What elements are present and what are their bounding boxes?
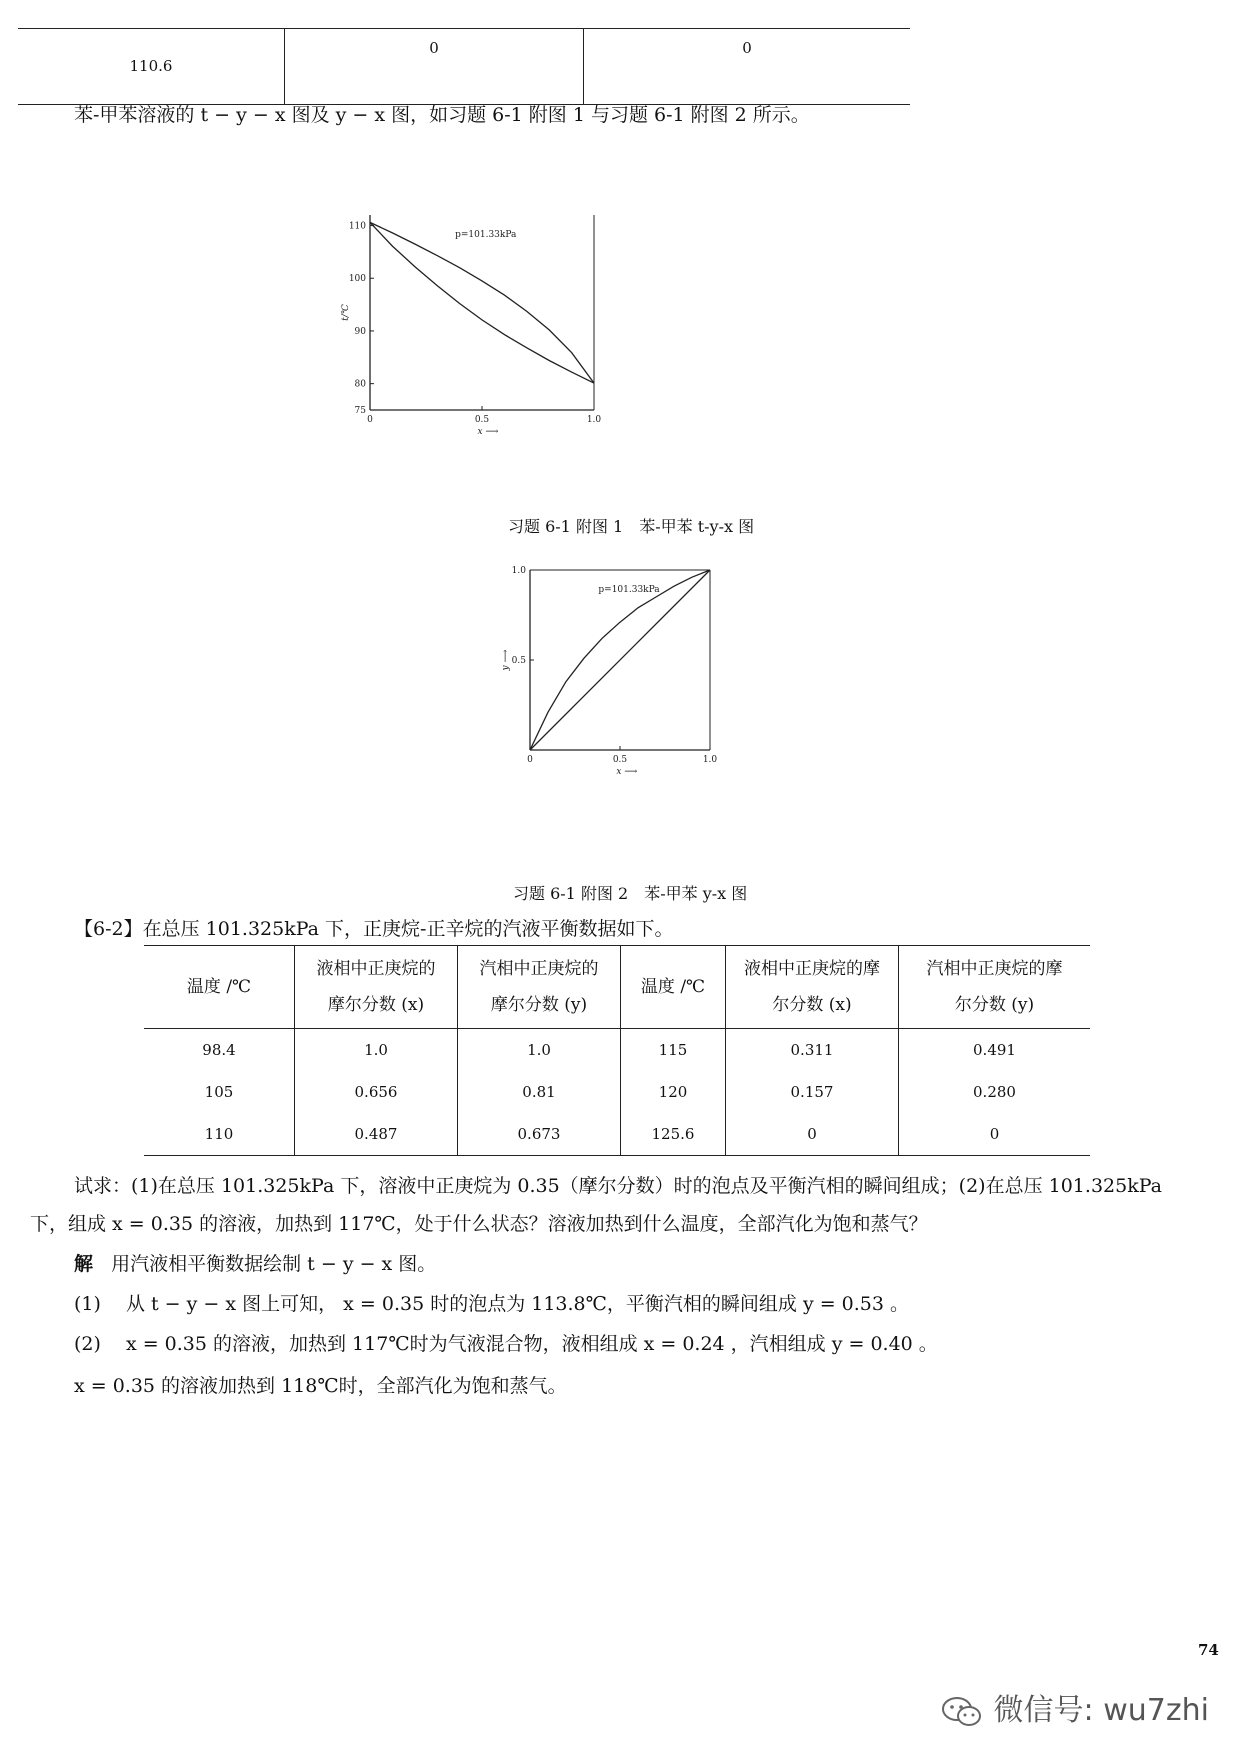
pressure-annotation: p=101.33kPa bbox=[598, 585, 660, 595]
header-vapor-y-1: 汽相中正庚烷的 摩尔分数 (y) bbox=[458, 946, 621, 1029]
y-tick-label: 75 bbox=[354, 406, 366, 416]
x-axis-label: x ⟶ bbox=[477, 427, 499, 437]
figure-1-caption: 习题 6-1 附图 1 苯-甲苯 t-y-x 图 bbox=[508, 517, 755, 536]
solution-intro-line bbox=[74, 1251, 436, 1277]
table-row bbox=[18, 29, 910, 105]
table-row bbox=[144, 1071, 1090, 1113]
table-cell: 0.311 bbox=[726, 1029, 899, 1072]
table-cell: 0 bbox=[584, 29, 911, 105]
y-tick-label: 100 bbox=[348, 274, 366, 285]
table-cell: 115 bbox=[621, 1029, 726, 1072]
problem-title: 【6-2】在总压 101.325kPa 下，正庚烷-正辛烷的汽液平衡数据如下。 bbox=[74, 918, 674, 940]
table-cell: 1.0 bbox=[458, 1029, 621, 1072]
table-cell: 0.157 bbox=[726, 1071, 899, 1113]
y-axis-label: t/℃ bbox=[341, 304, 351, 321]
chart-2-svg bbox=[480, 560, 820, 860]
table-header-row bbox=[144, 946, 1090, 1029]
table-cell: 125.6 bbox=[621, 1113, 726, 1156]
answer-1: (1) 从 t − y − x 图上可知， x = 0.35 时的泡点为 113.8℃，平衡汽相的瞬间组成 y = 0.53 。 bbox=[74, 1293, 910, 1315]
pressure-annotation: p=101.33kPa bbox=[455, 230, 517, 240]
solution-label: 解 bbox=[74, 1253, 94, 1275]
x-tick-label: 0 bbox=[367, 415, 373, 425]
intro-text: 苯-甲苯溶液的 t − y − x 图及 y − x 图，如习题 6-1 附图 1 与习题 6-1 附图 2 所示。 bbox=[74, 104, 810, 126]
y-tick-label: 90 bbox=[354, 326, 366, 337]
series-line-2 bbox=[370, 222, 594, 383]
question-line-2: 下，组成 x = 0.35 的溶液，加热到 117℃，处于什么状态？溶液加热到什么温度，全部汽化为饱和蒸气？ bbox=[30, 1213, 928, 1235]
table-cell: 0 bbox=[726, 1113, 899, 1156]
table-cell: 0.81 bbox=[458, 1071, 621, 1113]
x-tick-label: 0.5 bbox=[612, 755, 628, 765]
table-cell: 0.491 bbox=[899, 1029, 1091, 1072]
table-cell: 0.487 bbox=[295, 1113, 458, 1156]
header-temp-1: 温度 /℃ bbox=[144, 946, 295, 1029]
x-tick-label: 1.0 bbox=[702, 755, 718, 765]
series-line-1 bbox=[370, 222, 594, 383]
table-cell: 110 bbox=[144, 1113, 295, 1156]
vle-data-table bbox=[144, 945, 1090, 1156]
page-number: 74 bbox=[1198, 1641, 1219, 1659]
series-line-2 bbox=[530, 570, 710, 750]
y-tick-label: 110 bbox=[348, 221, 366, 232]
table-cell: 120 bbox=[621, 1071, 726, 1113]
table-cell: 110.6 bbox=[18, 29, 285, 105]
table-cell: 1.0 bbox=[295, 1029, 458, 1072]
header-liquid-x-1: 液相中正庚烷的 摩尔分数 (x) bbox=[295, 946, 458, 1029]
y-tick-label: 80 bbox=[354, 379, 366, 390]
table-cell: 98.4 bbox=[202, 1041, 236, 1059]
x-tick-label: 0 bbox=[527, 755, 533, 765]
figure-2-caption: 习题 6-1 附图 2 苯-甲苯 y-x 图 bbox=[513, 884, 748, 903]
table-cell: 0 bbox=[285, 29, 584, 105]
question-line-1: 试求：(1)在总压 101.325kPa 下，溶液中正庚烷为 0.35（摩尔分数）时的泡点及平衡汽相的瞬间组成；(2)在总压 101.325kPa bbox=[74, 1175, 1162, 1197]
table-cell: 0.280 bbox=[899, 1071, 1091, 1113]
chart-1-svg bbox=[330, 215, 690, 490]
y-tick-label: 1.0 bbox=[511, 566, 526, 576]
chart-y-x bbox=[480, 560, 820, 860]
table-row bbox=[144, 1113, 1090, 1156]
x-tick-label: 0.5 bbox=[474, 415, 490, 425]
x-tick-label: 1.0 bbox=[586, 415, 602, 425]
table-cell: 0.673 bbox=[458, 1113, 621, 1156]
solution-intro: 用汽液相平衡数据绘制 t − y − x 图。 bbox=[111, 1253, 437, 1275]
header-vapor-y-2: 汽相中正庚烷的摩 尔分数 (y) bbox=[899, 946, 1091, 1029]
chart-t-y-x bbox=[330, 215, 690, 490]
wechat-icon bbox=[940, 1695, 984, 1729]
watermark-text: 微信号: wu7zhi bbox=[993, 1693, 1209, 1728]
table-cell: 105 bbox=[204, 1083, 234, 1101]
table-cell: 0.656 bbox=[295, 1071, 458, 1113]
watermark bbox=[940, 1685, 1209, 1729]
table-row bbox=[144, 1029, 1090, 1072]
header-liquid-x-2: 液相中正庚烷的摩 尔分数 (x) bbox=[726, 946, 899, 1029]
table-cell: 0 bbox=[899, 1113, 1091, 1156]
header-temp-2: 温度 /℃ bbox=[621, 946, 726, 1029]
answer-3: x = 0.35 的溶液加热到 118℃时，全部汽化为饱和蒸气。 bbox=[74, 1375, 567, 1397]
x-axis-label: x ⟶ bbox=[616, 767, 638, 777]
y-axis-label: y ⟶ bbox=[501, 649, 511, 671]
answer-2: (2) x = 0.35 的溶液，加热到 117℃时为气液混合物，液相组成 x = 0.24 ，汽相组成 y = 0.40 。 bbox=[74, 1333, 938, 1355]
y-tick-label: 0.5 bbox=[511, 656, 526, 666]
top-table bbox=[18, 28, 910, 105]
